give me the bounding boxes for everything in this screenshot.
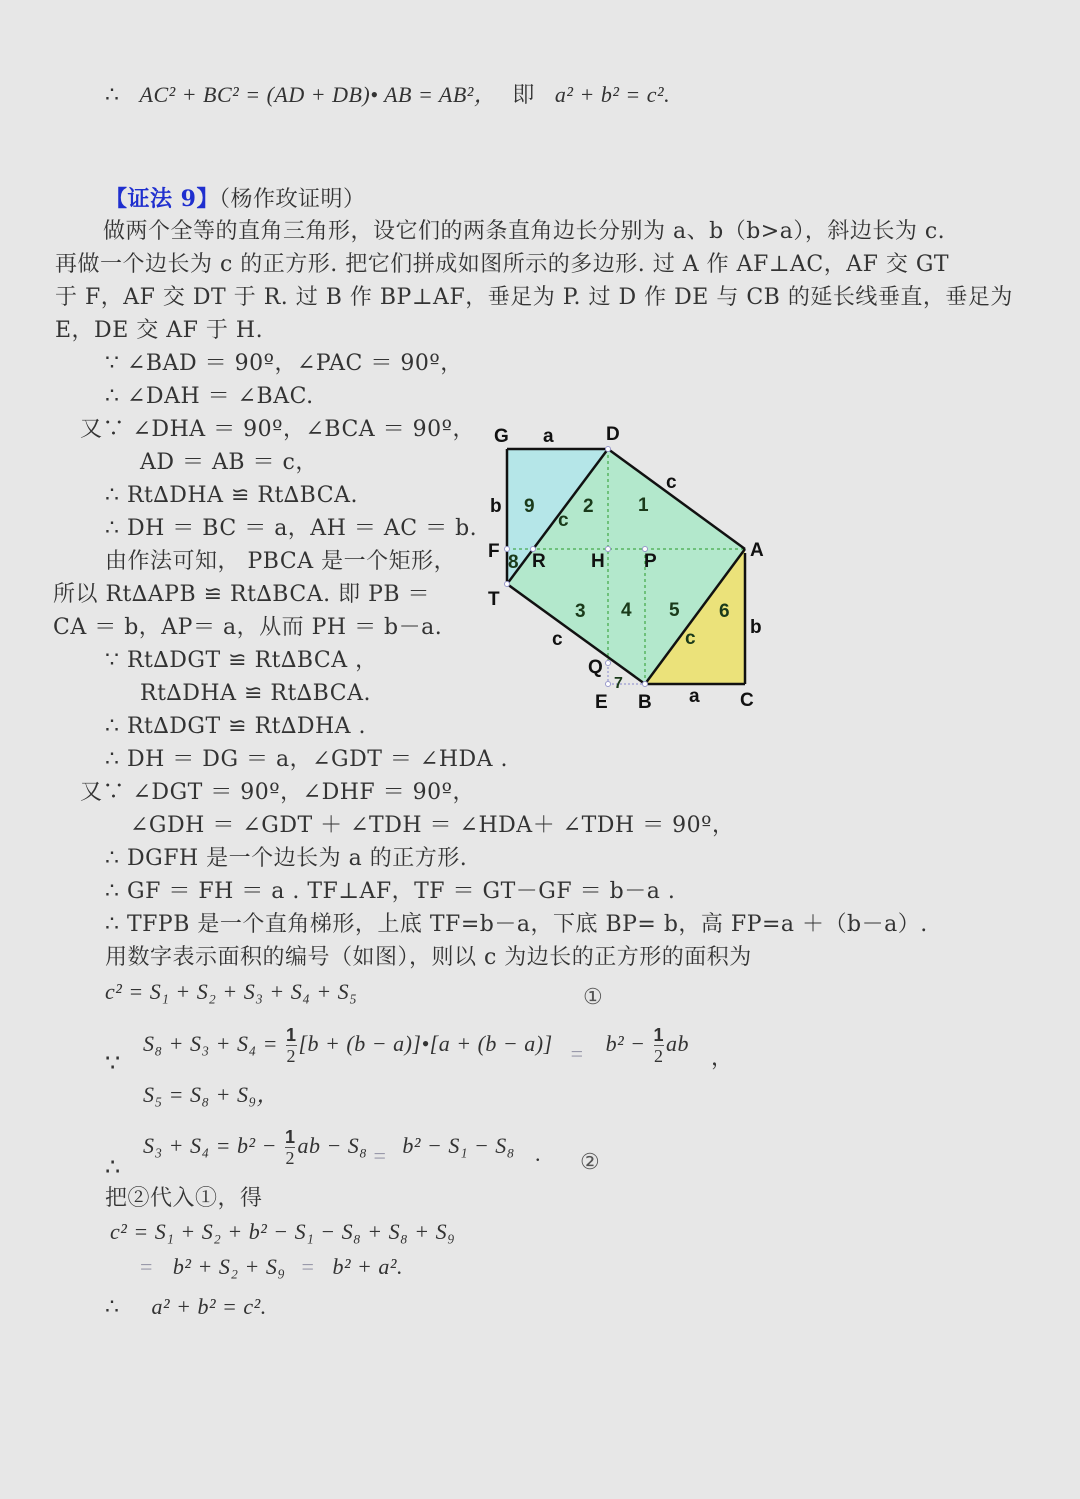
final-conclusion bbox=[105, 1292, 267, 1322]
section-title-label: 【证法 9】 bbox=[105, 186, 219, 212]
eq2-result-b: ab bbox=[666, 1031, 690, 1056]
proof-step: ∴ ∠DAH ＝ ∠BAC. bbox=[105, 384, 314, 409]
proof-step: 用数字表示面积的编号（如图），则以 c 为边长的正方形的面积为 bbox=[105, 945, 752, 970]
therefore-symbol: ∴ bbox=[105, 82, 120, 107]
paragraph-line: E，DE 交 AF 于 H. bbox=[55, 318, 264, 343]
proof-step: ∴ TFPB 是一个直角梯形，上底 TF=b－a，下底 BP= b，高 FP=a ＋（b－a）. bbox=[105, 912, 928, 937]
eq4-mid: ab − S₈ bbox=[297, 1133, 368, 1158]
proof-step: CA ＝ b，AP＝ a，从而 PH ＝ b－a. bbox=[53, 615, 443, 640]
formula-eq3: S₅ = S₈ + S₉， bbox=[143, 1082, 280, 1107]
eq6-b: b² + a². bbox=[332, 1254, 403, 1279]
top-equation: AC² + BC² = (AD + DB)• AB = AB²， bbox=[139, 82, 497, 107]
top-ji: 即 bbox=[512, 82, 535, 107]
side-c-dt: c bbox=[558, 510, 569, 531]
eq4-dot: . bbox=[534, 1141, 541, 1166]
circle-mark-1: ① bbox=[583, 985, 603, 1010]
proof-step: ∴ DH ＝ BC ＝ a，AH ＝ AC ＝ b. bbox=[105, 516, 478, 541]
proof-step: AD ＝ AB ＝ c， bbox=[140, 450, 318, 475]
circle-mark-2: ② bbox=[580, 1150, 600, 1175]
formula-eq6 bbox=[140, 1252, 403, 1282]
proof-step: ∵ ∠BAD ＝ 90º，∠PAC ＝ 90º， bbox=[105, 351, 463, 376]
final-equation: a² + b² = c². bbox=[151, 1294, 267, 1319]
proof-step: ∵ Rt∆DGT ≌ Rt∆BCA ， bbox=[105, 648, 378, 673]
fraction-half: $\frac{1}{2}$ bbox=[284, 1127, 296, 1169]
proof-step: 由作法可知， PBCA 是一个矩形， bbox=[105, 549, 457, 574]
formula-eq1: c² = S₁ + S₂ + S₃ + S₄ + S₅ bbox=[105, 979, 358, 1004]
eq2-right: [b + (b − a)]•[a + (b − a)] bbox=[298, 1031, 553, 1056]
proof-step: ∴ DGFH 是一个边长为 a 的正方形. bbox=[105, 846, 468, 871]
label-F: F bbox=[488, 541, 500, 562]
eq2-equals: = bbox=[570, 1041, 584, 1066]
label-T: T bbox=[488, 589, 500, 610]
section-subtitle: （杨作玫证明） bbox=[218, 187, 366, 212]
eq6-equals-2: = bbox=[301, 1254, 315, 1279]
eq2-comma: ， bbox=[711, 1045, 734, 1070]
label-D: D bbox=[606, 424, 620, 445]
region-8: 8 bbox=[508, 552, 519, 573]
proof-step: 又∵ ∠DHA ＝ 90º，∠BCA ＝ 90º， bbox=[80, 417, 476, 442]
region-6: 6 bbox=[719, 601, 730, 622]
proof-step: ∴ Rt∆DGT ≌ Rt∆DHA . bbox=[105, 714, 367, 739]
side-b-left: b bbox=[490, 496, 502, 517]
label-B: B bbox=[638, 692, 652, 713]
proof-step: 所以 Rt∆APB ≌ Rt∆BCA. 即 PB ＝ bbox=[53, 582, 431, 607]
eq4-left: S₃ + S₄ = b² − bbox=[143, 1133, 277, 1158]
eq6-equals-1: = bbox=[140, 1254, 153, 1279]
fraction-half: $\frac{1}{2}$ bbox=[285, 1025, 297, 1067]
proof-step: ∴ GF ＝ FH ＝ a . TF⊥AF，TF ＝ GT－GF ＝ b－a . bbox=[105, 879, 676, 904]
side-c-tb: c bbox=[552, 629, 563, 650]
label-Q: Q bbox=[588, 657, 603, 678]
therefore-symbol: ∴ bbox=[105, 1153, 121, 1181]
eq2-left: S₈ + S₃ + S₄ = bbox=[143, 1031, 278, 1056]
fraction-half: $\frac{1}{2}$ bbox=[653, 1025, 665, 1067]
side-c-ab: c bbox=[685, 628, 696, 649]
top-result: a² + b² = c². bbox=[554, 82, 671, 107]
eq4-equals: = bbox=[373, 1143, 387, 1168]
proof-diagram bbox=[480, 415, 780, 715]
eq2-result-a: b² − bbox=[605, 1031, 646, 1056]
because-symbol: ∵ bbox=[105, 1049, 121, 1077]
proof-step: ∴ DH ＝ DG ＝ a，∠GDT ＝ ∠HDA . bbox=[105, 747, 509, 772]
eq6-a: b² + S₂ + S₉ bbox=[172, 1254, 286, 1279]
eq4-result: b² − S₁ − S₈ bbox=[402, 1133, 515, 1158]
formula-eq4 bbox=[143, 1124, 541, 1178]
label-E: E bbox=[595, 692, 608, 713]
region-1: 1 bbox=[638, 495, 649, 516]
paragraph-line: 再做一个边长为 c 的正方形. 把它们拼成如图所示的多边形. 过 A 作 AF⊥AC，AF 交 GT bbox=[55, 252, 950, 277]
label-R: R bbox=[532, 551, 546, 572]
paragraph-line: 做两个全等的直角三角形，设它们的两条直角边长分别为 a、b（b>a），斜边长为 c. bbox=[103, 219, 946, 244]
region-9: 9 bbox=[524, 496, 535, 517]
proof-step: ∴ Rt∆DHA ≌ Rt∆BCA. bbox=[105, 483, 358, 508]
proof-step: Rt∆DHA ≌ Rt∆BCA. bbox=[140, 681, 371, 706]
therefore-symbol: ∴ bbox=[105, 1294, 120, 1319]
region-4: 4 bbox=[621, 600, 632, 621]
label-H: H bbox=[591, 551, 605, 572]
side-b-right: b bbox=[750, 617, 762, 638]
proof-step: ∠GDH ＝ ∠GDT ＋ ∠TDH ＝ ∠HDA＋ ∠TDH ＝ 90º， bbox=[130, 813, 735, 838]
paragraph-line: 于 F，AF 交 DT 于 R. 过 B 作 BP⊥AF，垂足为 P. 过 D 作 DE 与 CB 的延长线垂直，垂足为 bbox=[55, 285, 1013, 310]
region-3: 3 bbox=[575, 601, 586, 622]
label-G: G bbox=[494, 426, 509, 447]
region-7: 7 bbox=[614, 675, 623, 692]
section-title bbox=[105, 184, 365, 215]
label-C: C bbox=[740, 690, 754, 711]
formula-eq5: c² = S₁ + S₂ + b² − S₁ − S₈ + S₈ + S₉ bbox=[110, 1219, 456, 1244]
top-conclusion bbox=[105, 80, 670, 110]
side-a-bottom: a bbox=[689, 686, 700, 707]
region-2: 2 bbox=[583, 496, 594, 517]
side-a-top: a bbox=[543, 426, 554, 447]
side-c-da: c bbox=[666, 472, 677, 493]
proof-step: 又∵ ∠DGT ＝ 90º，∠DHF ＝ 90º， bbox=[80, 780, 475, 805]
label-A: A bbox=[750, 540, 764, 561]
substitution-line: 把②代入①，得 bbox=[105, 1186, 263, 1211]
region-5: 5 bbox=[669, 600, 680, 621]
label-P: P bbox=[644, 551, 657, 572]
formula-eq2 bbox=[143, 1022, 734, 1080]
